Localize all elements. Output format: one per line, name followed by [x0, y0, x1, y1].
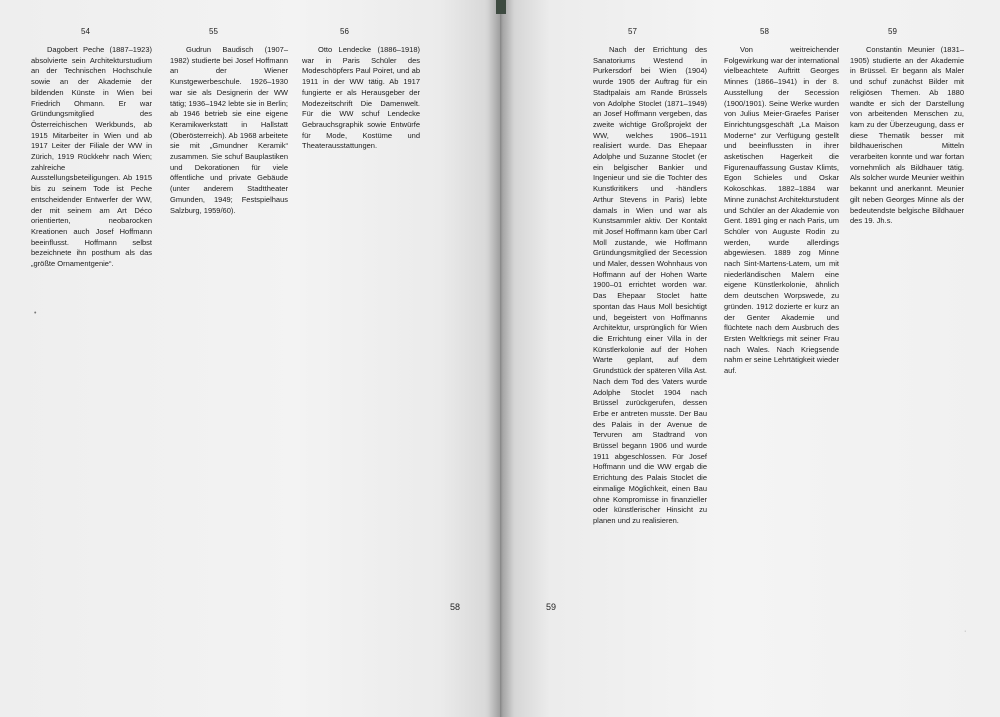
- note-text-55: Gudrun Baudisch (1907–1982) studierte bei Josef Hoffmann an der Wiener Kunstgewerbeschule. 1926–1930 war sie als Designerin der WW tätig; 1936–1942 lebte sie in Berlin; ab 1946 betrieb sie eine eigene Keramikwerkstatt in Hallstatt (Oberösterreich). Ab 1968 arbeitete sie mit „Gmundner Keramik“ zusammen. Sie schuf Bauplastiken und Dekorationen für viele öffentliche und private Gebäude (unter anderem Stadttheater Gmunden, 1949; Festspielhaus Salzburg, 1959/60).: [170, 45, 288, 215]
- scan-speck-left: •: [34, 310, 37, 317]
- gutter-fold: [496, 0, 506, 14]
- folio-left: 58: [450, 602, 461, 612]
- note-number-55: 55: [209, 27, 218, 36]
- note-text-58: Von weitreichender Folgewirkung war der international vielbeachtete Auftritt Georges Minnes (1866–1941) in der 8. Ausstellung der Secession (1900/1901). Seine Werke wurden von Julius Meier-Graefes Pariser Einrichtungsgeschäft „La Maison Moderne“ zur Verfügung gestellt und beeinflussten in ihrer asketischen Hagerkeit die Figurenauffassung Gustav Klimts, Egon Schieles und Oskar Kokoschkas. 1882–1884 war Minne zunächst Architekturstudent und Schüler an der Akademie von Gent. 1891 ging er nach Paris, um Schüler von Auguste Rodin zu werden, wurde allerdings abgewiesen. 1889 zog Minne nach Sint-Martens-Latem, um mit niederländischen Malern eine eigene Künstlerkolonie, ähnlich dem deutschen Worpswede, zu gründen. 1912 dozierte er kurz an der Genter Akademie und flüchtete nach dem Ausbruch des Ersten Weltkriegs mit seiner Frau nach Wales. Nach Kriegsende nahm er seine Lehrtätigkeit wieder auf.: [724, 45, 839, 376]
- note-text-54: Dagobert Peche (1887–1923) absolvierte sein Architekturstudium an der Technischen Hochschule sowie an der Akademie der bildenden Künste in Wien bei Friedrich Ohmann. Er war Gründungsmitglied des Österreichischen Werkbunds, ab 1915 Mitarbeiter in Wien und ab 1917 Leiter der Filiale der WW in Zürich, 1919 Rückkehr nach Wien; zahlreiche Ausstellungsbeteiligungen. Ab 1915 bis zu seinem Tode ist Peche entscheidender Entwerfer der WW, der mit seinem am Art Déco orientierten, neobarocken Kreationen auch Josef Hoffmann beeinflusst. Hoffmann selbst bezeichnete ihn posthum als das „größte Ornamentgenie“.: [31, 45, 152, 269]
- gutter-shadow: [488, 0, 514, 717]
- note-number-58: 58: [760, 27, 769, 36]
- note-text-59: Constantin Meunier (1831–1905) studierte an der Akademie in Brüssel. Er begann als Maler und schuf zunächst Bilder mit religiösen Themen. Ab 1880 wandte er sich der Darstellung von arbeitenden Menschen zu, kam zu der Überzeugung, dass er diese Thematik besser mit bildhauerischen Mitteln verarbeiten konnte und war fortan vornehmlich als Bildhauer tätig. Als solcher wurde Meunier weithin bekannt und anerkannt. Meunier gilt neben Georges Minne als der bedeutendste belgische Bildhauer des 19. Jh.s.: [850, 45, 964, 226]
- note-number-56: 56: [340, 27, 349, 36]
- note-number-59: 59: [888, 27, 897, 36]
- gutter-line: [500, 0, 501, 717]
- note-text-56: Otto Lendecke (1886–1918) war in Paris Schüler des Modeschöpfers Paul Poiret, und ab 1911 in der WW tätig. Ab 1917 fungierte er als Herausgeber der Modezeitschrift Die Damenwelt. Für die WW schuf Lendecke Gebrauchsgraphik sowie Entwürfe für Mode, Kostüme und Theaterausstattungen.: [302, 45, 420, 151]
- note-text-57: Nach der Errichtung des Sanatoriums Westend in Purkersdorf bei Wien (1904) wurde 1905 der Auftrag für ein Stadtpalais am Rande Brüssels von Adolphe Stoclet (1871–1949) an Josef Hoffmann vergeben, das zweite wichtige Großprojekt der WW, welches 1906–1911 realisiert wurde. Das Ehepaar Adolphe und Suzanne Stoclet (er ein belgischer Bankier und Ingenieur und sie die Tochter des Kunstkritikers und -händlers Arthur Stevens in Paris) lebte damals in Wien und war als Kunstsammler aktiv. Der Kontakt mit Josef Hoffmann kam über Carl Moll zustande, wie Hoffmann Gründungsmitglied der Secession und Maler, dessen Wohnhaus von Hoffmann auf der Hohen Warte 1900–01 errichtet worden war. Das Ehepaar Stoclet hatte spontan das Haus Moll besichtigt und, begeistert von Hoffmanns Architektur, ursprünglich für Wien die Errichtung einer Villa in der Künstlerkolonie auf der Hohen Warte geplant, auf dem Grundstück der späteren Villa Ast. Nach dem Tod des Vaters wurde Adolphe Stoclet 1904 nach Brüssel zurückgerufen, dessen Erbe er antreten musste. Der Bau des Palais in der Avenue de Tervuren am Stadtrand von Brüssel begann 1906 und wurde 1911 abgeschlossen. Für Josef Hoffmann und die WW ergab die Errichtung des Palais Stoclet die einmalige Möglichkeit, einen Bau ohne Kompromisse in finanzieller oder künstlerischer Hinsicht zu planen und zu realisieren.: [593, 45, 707, 525]
- note-number-57: 57: [628, 27, 637, 36]
- folio-right: 59: [546, 602, 557, 612]
- note-number-54: 54: [81, 27, 90, 36]
- scan-speck-right: ·: [964, 628, 967, 635]
